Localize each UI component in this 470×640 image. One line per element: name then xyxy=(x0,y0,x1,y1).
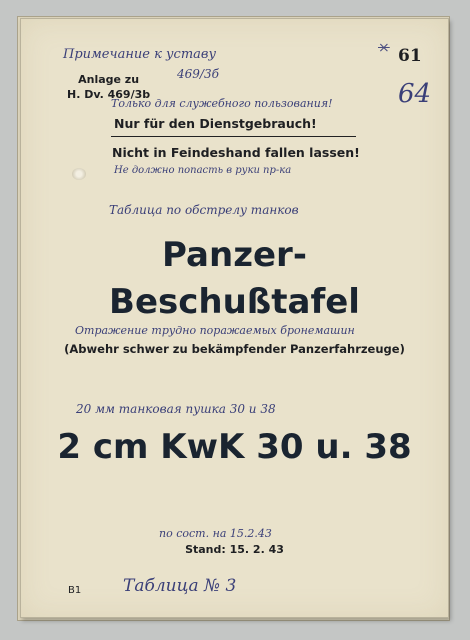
handwritten-stand: по сост. на 15.2.43 xyxy=(159,527,272,540)
handwritten-note-top: Примечание к уставу xyxy=(63,47,217,62)
handwritten-table-number: Таблица № 3 xyxy=(123,576,237,596)
title-line-1: Panzer- xyxy=(162,235,307,275)
notice-official-use: Nur für den Dienstgebrauch! xyxy=(114,116,317,131)
notice-enemy-hands: Nicht in Feindeshand fallen lassen! xyxy=(112,145,360,160)
gun-designation: 2 cm KwK 30 u. 38 xyxy=(57,427,412,467)
crossed-number: × xyxy=(378,40,390,56)
footer-code: B1 xyxy=(68,585,82,596)
handwritten-page-number: 64 xyxy=(398,79,432,109)
anlage-line-1: Anlage zu xyxy=(78,73,140,86)
handwritten-gun: 20 мм танковая пушка 30 и 38 xyxy=(76,402,276,416)
document-page xyxy=(20,18,449,618)
handwritten-subtitle: Отражение трудно поражаемых бронемашин xyxy=(75,324,355,337)
subtitle: (Abwehr schwer zu bekämpfender Panzerfahrzeuge) xyxy=(64,342,405,356)
notice-divider xyxy=(111,136,356,137)
title-line-2: Beschußtafel xyxy=(109,282,360,322)
anlage-line-2: H. Dv. 469/3b xyxy=(67,88,151,101)
handwritten-note-official: Только для служебного пользования! xyxy=(111,97,333,110)
stand-date: Stand: 15. 2. 43 xyxy=(185,543,284,556)
handwritten-title: Таблица по обстрелу танков xyxy=(109,203,299,217)
punch-hole xyxy=(72,168,86,180)
page-number: 61 xyxy=(398,46,422,66)
handwritten-note-number: 469/3б xyxy=(177,67,219,81)
handwritten-note-enemy: Не должно попасть в руки пр-ка xyxy=(114,165,292,176)
